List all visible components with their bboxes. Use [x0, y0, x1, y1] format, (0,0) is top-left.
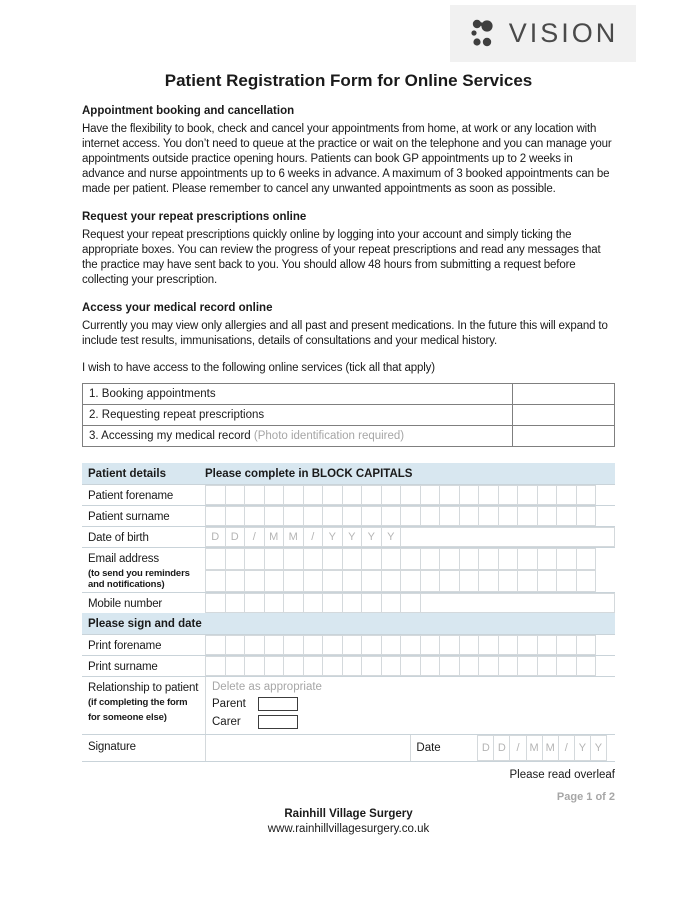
grid-cell[interactable]: [283, 635, 304, 655]
page-indicator: Page 1 of 2: [556, 791, 615, 803]
grid-cell[interactable]: [322, 593, 343, 613]
grid-cell[interactable]: [283, 548, 304, 570]
grid-cell[interactable]: [459, 570, 480, 592]
grid-cell[interactable]: [303, 485, 324, 505]
grid-cell[interactable]: [498, 570, 519, 592]
print-surname-input-grid: [205, 656, 615, 676]
grid-cell[interactable]: [517, 485, 538, 505]
grid-cell[interactable]: [264, 570, 285, 592]
grid-cell[interactable]: Y: [574, 735, 591, 761]
grid-cell[interactable]: [381, 506, 402, 526]
grid-cell[interactable]: [420, 570, 441, 592]
grid-cell[interactable]: [400, 506, 421, 526]
grid-cell[interactable]: [420, 656, 441, 676]
grid-cell[interactable]: [342, 506, 363, 526]
grid-cell[interactable]: [381, 485, 402, 505]
grid-cell[interactable]: [556, 635, 577, 655]
grid-cell[interactable]: [361, 593, 382, 613]
print-surname-label: Print surname: [88, 661, 158, 673]
document-footer: [82, 807, 615, 837]
patient-details-header: [82, 463, 615, 485]
grid-cell[interactable]: [439, 485, 460, 505]
carer-option: [212, 713, 615, 731]
grid-cell[interactable]: [225, 593, 246, 613]
grid-cell[interactable]: [322, 548, 343, 570]
mobile-input-grid: [205, 593, 615, 613]
grid-cell[interactable]: [439, 656, 460, 676]
grid-cell[interactable]: Y: [342, 527, 363, 547]
grid-cell[interactable]: [478, 548, 499, 570]
grid-cell[interactable]: [322, 635, 343, 655]
grid-cell[interactable]: [225, 570, 246, 592]
online-services-table: [82, 383, 615, 447]
service-label-note: (Photo identification required): [253, 430, 405, 442]
grid-cell[interactable]: [400, 635, 421, 655]
grid-cell[interactable]: [556, 548, 577, 570]
page-title: Patient Registration Form for Online Services: [164, 71, 533, 90]
patient-details-table: [82, 463, 615, 762]
grid-cell[interactable]: [517, 656, 538, 676]
grid-cell[interactable]: M: [526, 735, 543, 761]
section-body-appointments: Have the flexibility to book, check and cancel your appointments from home, at work or any location with internet access. You don’t need to queue at the practice or wait on the telephone and you can manage your appointments outside practice opening hours. Patients can book GP appointments up to 2 weeks in advance and nurse appointments up to 6 weeks in advance. A maximum of 3 booked appointments can be made per patient. Please remember to cancel any unwanted appointments as soon as possible.: [82, 123, 612, 195]
grid-cell[interactable]: [264, 506, 285, 526]
grid-cell[interactable]: D: [477, 735, 494, 761]
grid-cell[interactable]: [342, 635, 363, 655]
table-row-surname: [82, 505, 615, 526]
email-label-note: (to send you reminders and notifications): [88, 568, 190, 590]
grid-cell[interactable]: [400, 527, 615, 547]
grid-cell[interactable]: [283, 570, 304, 592]
grid-cell[interactable]: [303, 656, 324, 676]
grid-cell[interactable]: [342, 548, 363, 570]
mobile-label: Mobile number: [88, 598, 163, 610]
parent-option: [212, 695, 615, 713]
grid-cell[interactable]: [576, 635, 597, 655]
grid-cell[interactable]: [400, 656, 421, 676]
grid-cell[interactable]: [439, 570, 460, 592]
grid-cell[interactable]: [381, 570, 402, 592]
grid-cell[interactable]: M: [542, 735, 559, 761]
email-input-grid-line1: [205, 548, 615, 570]
grid-cell[interactable]: [264, 593, 285, 613]
grid-cell[interactable]: [537, 656, 558, 676]
grid-cell[interactable]: [537, 485, 558, 505]
grid-cell[interactable]: [517, 506, 538, 526]
grid-cell[interactable]: [283, 656, 304, 676]
grid-cell[interactable]: [244, 635, 265, 655]
grid-cell[interactable]: [342, 485, 363, 505]
table-row-forename: [82, 485, 615, 505]
grid-cell[interactable]: [537, 570, 558, 592]
table-row: [83, 426, 614, 447]
grid-cell[interactable]: [361, 485, 382, 505]
grid-cell[interactable]: [264, 548, 285, 570]
parent-checkbox[interactable]: [258, 697, 298, 711]
grid-cell[interactable]: [478, 656, 499, 676]
grid-cell[interactable]: [361, 506, 382, 526]
section-heading-medical-record: Access your medical record online: [82, 302, 273, 314]
grid-cell[interactable]: [322, 570, 343, 592]
grid-cell[interactable]: [361, 548, 382, 570]
grid-cell[interactable]: [361, 570, 382, 592]
grid-cell[interactable]: [459, 506, 480, 526]
grid-cell[interactable]: [576, 570, 597, 592]
table-row-print-forename: [82, 635, 615, 655]
grid-cell[interactable]: [576, 548, 597, 570]
grid-cell[interactable]: /: [558, 735, 575, 761]
grid-cell[interactable]: [244, 593, 265, 613]
grid-cell[interactable]: [205, 548, 226, 570]
grid-cell[interactable]: [400, 548, 421, 570]
grid-cell[interactable]: [342, 593, 363, 613]
grid-cell[interactable]: [459, 656, 480, 676]
grid-cell[interactable]: [537, 506, 558, 526]
grid-cell[interactable]: [303, 593, 324, 613]
table-row-dob: [82, 526, 615, 547]
grid-cell[interactable]: [517, 548, 538, 570]
forename-label: Patient forename: [88, 490, 174, 502]
grid-cell[interactable]: [517, 570, 538, 592]
grid-cell[interactable]: [244, 506, 265, 526]
grid-cell[interactable]: [342, 656, 363, 676]
grid-cell[interactable]: D: [225, 527, 246, 547]
block-capitals-note: Please complete in BLOCK CAPITALS: [205, 467, 413, 480]
grid-cell[interactable]: [283, 506, 304, 526]
service-label-text: 3. Accessing my medical record: [89, 430, 254, 442]
read-overleaf-note: Please read overleaf: [509, 769, 615, 781]
grid-cell[interactable]: [342, 570, 363, 592]
grid-cell[interactable]: [244, 485, 265, 505]
grid-cell[interactable]: [556, 570, 577, 592]
grid-cell[interactable]: [459, 635, 480, 655]
grid-cell[interactable]: [459, 548, 480, 570]
grid-cell[interactable]: [381, 635, 402, 655]
grid-cell[interactable]: [381, 656, 402, 676]
patient-details-header-title: Patient details: [88, 467, 166, 480]
grid-cell[interactable]: [498, 635, 519, 655]
grid-cell[interactable]: Y: [361, 527, 382, 547]
grid-cell[interactable]: M: [283, 527, 304, 547]
relationship-label-note: (if completing the form for someone else): [88, 697, 188, 723]
grid-cell[interactable]: [225, 635, 246, 655]
grid-cell[interactable]: [225, 656, 246, 676]
grid-cell[interactable]: [361, 635, 382, 655]
grid-cell[interactable]: [381, 548, 402, 570]
surgery-name: Rainhill Village Surgery: [284, 808, 413, 820]
grid-cell[interactable]: [303, 506, 324, 526]
carer-option-label: Carer: [212, 716, 241, 728]
grid-cell[interactable]: Y: [590, 735, 607, 761]
grid-cell[interactable]: [400, 593, 421, 613]
table-row-email: [82, 547, 615, 592]
grid-cell[interactable]: [439, 635, 460, 655]
carer-checkbox[interactable]: [258, 715, 298, 729]
grid-cell[interactable]: [556, 485, 577, 505]
sign-and-date-header: [82, 613, 615, 635]
delete-as-appropriate-hint: Delete as appropriate: [212, 681, 322, 693]
grid-cell[interactable]: [498, 506, 519, 526]
grid-cell[interactable]: [478, 485, 499, 505]
print-forename-input-grid: [205, 635, 615, 655]
grid-cell[interactable]: [244, 570, 265, 592]
service-label-booking: 1. Booking appointments: [83, 384, 513, 404]
print-forename-label: Print forename: [88, 640, 162, 652]
section-heading-appointments: Appointment booking and cancellation: [82, 105, 295, 117]
grid-cell[interactable]: [439, 548, 460, 570]
service-label-medical-record: [83, 426, 513, 446]
grid-cell[interactable]: [225, 548, 246, 570]
grid-cell[interactable]: [205, 635, 226, 655]
grid-cell[interactable]: [205, 506, 226, 526]
grid-cell[interactable]: [225, 485, 246, 505]
surname-label: Patient surname: [88, 511, 170, 523]
grid-cell[interactable]: D: [205, 527, 226, 547]
grid-cell[interactable]: [264, 485, 285, 505]
signature-label: Signature: [88, 741, 136, 753]
grid-cell[interactable]: Y: [322, 527, 343, 547]
email-label: [82, 548, 205, 592]
surname-input-grid: [205, 506, 615, 526]
grid-cell[interactable]: [244, 548, 265, 570]
document-page: [82, 0, 615, 837]
dob-input-grid: [205, 527, 615, 547]
grid-cell[interactable]: M: [264, 527, 285, 547]
grid-cell[interactable]: [205, 656, 226, 676]
email-label-text: Email address: [88, 553, 159, 565]
vision-logo-text: VISION: [508, 18, 619, 48]
grid-cell[interactable]: [576, 506, 597, 526]
grid-cell[interactable]: [420, 635, 441, 655]
grid-cell[interactable]: [478, 506, 499, 526]
grid-cell[interactable]: [498, 485, 519, 505]
relationship-label: [82, 677, 205, 734]
grid-cell[interactable]: [576, 485, 597, 505]
table-row: [83, 384, 614, 405]
grid-cell[interactable]: [478, 635, 499, 655]
grid-cell[interactable]: [205, 570, 226, 592]
tick-table-intro: I wish to have access to the following online services (tick all that apply): [82, 362, 435, 374]
grid-cell[interactable]: [478, 570, 499, 592]
grid-cell[interactable]: [303, 635, 324, 655]
tick-cell-medical-record[interactable]: [513, 426, 614, 446]
grid-cell[interactable]: [517, 635, 538, 655]
email-input-grid-line2: [205, 570, 615, 592]
grid-cell[interactable]: [498, 548, 519, 570]
parent-option-label: Parent: [212, 698, 246, 710]
grid-cell[interactable]: [264, 656, 285, 676]
grid-cell[interactable]: [420, 485, 441, 505]
grid-cell[interactable]: [205, 485, 226, 505]
relationship-options: [205, 677, 615, 734]
grid-cell[interactable]: [400, 485, 421, 505]
table-row-signature: [82, 734, 615, 761]
grid-cell[interactable]: [322, 506, 343, 526]
grid-cell[interactable]: [498, 656, 519, 676]
grid-cell[interactable]: [225, 506, 246, 526]
table-row-relationship: [82, 676, 615, 734]
section-heading-prescriptions: Request your repeat prescriptions online: [82, 211, 307, 223]
surgery-url: www.rainhillvillagesurgery.co.uk: [267, 823, 430, 835]
grid-cell[interactable]: D: [493, 735, 510, 761]
grid-cell[interactable]: [264, 635, 285, 655]
relationship-label-text: Relationship to patient: [88, 682, 199, 694]
date-input-grid: [478, 735, 615, 761]
grid-cell[interactable]: /: [244, 527, 265, 547]
grid-cell[interactable]: [537, 635, 558, 655]
grid-cell[interactable]: [283, 485, 304, 505]
grid-cell[interactable]: /: [509, 735, 526, 761]
table-row-print-surname: [82, 655, 615, 676]
grid-cell[interactable]: [420, 593, 616, 613]
grid-cell[interactable]: [303, 570, 324, 592]
grid-cell[interactable]: [400, 570, 421, 592]
section-body-medical-record: Currently you may view only allergies and all past and present medications. In the future this will expand to include test results, immunisations, details of consultations and your medical history.: [82, 320, 608, 347]
section-body-prescriptions: Request your repeat prescriptions quickly online by logging into your account and simply ticking the appropriate boxes. You can review the progress of your repeat prescriptions and read any messages that the practice may have sent back to you. You should allow 48 hours from submitting a request before collecting your prescription.: [82, 229, 601, 286]
grid-cell[interactable]: [283, 593, 304, 613]
grid-cell[interactable]: [459, 485, 480, 505]
grid-cell[interactable]: [381, 593, 402, 613]
grid-cell[interactable]: [361, 656, 382, 676]
grid-cell[interactable]: Y: [381, 527, 402, 547]
dob-label: Date of birth: [88, 532, 149, 544]
grid-cell[interactable]: [576, 656, 597, 676]
grid-cell[interactable]: [244, 656, 265, 676]
grid-cell[interactable]: /: [303, 527, 324, 547]
tick-cell-booking[interactable]: [513, 384, 614, 404]
grid-cell[interactable]: [205, 593, 226, 613]
grid-cell[interactable]: [420, 506, 441, 526]
tick-cell-prescriptions[interactable]: [513, 405, 614, 425]
grid-cell[interactable]: [322, 485, 343, 505]
sign-and-date-header-title: Please sign and date: [88, 617, 202, 630]
grid-cell[interactable]: [439, 506, 460, 526]
signature-input-area[interactable]: [205, 735, 411, 761]
service-label-prescriptions: 2. Requesting repeat prescriptions: [83, 405, 513, 425]
date-label: Date: [410, 735, 478, 761]
grid-cell[interactable]: [420, 548, 441, 570]
grid-cell[interactable]: [303, 548, 324, 570]
table-row: [83, 405, 614, 426]
grid-cell[interactable]: [556, 656, 577, 676]
grid-cell[interactable]: [537, 548, 558, 570]
forename-input-grid: [205, 485, 615, 505]
grid-cell[interactable]: [322, 656, 343, 676]
grid-cell[interactable]: [556, 506, 577, 526]
table-row-mobile: [82, 592, 615, 613]
